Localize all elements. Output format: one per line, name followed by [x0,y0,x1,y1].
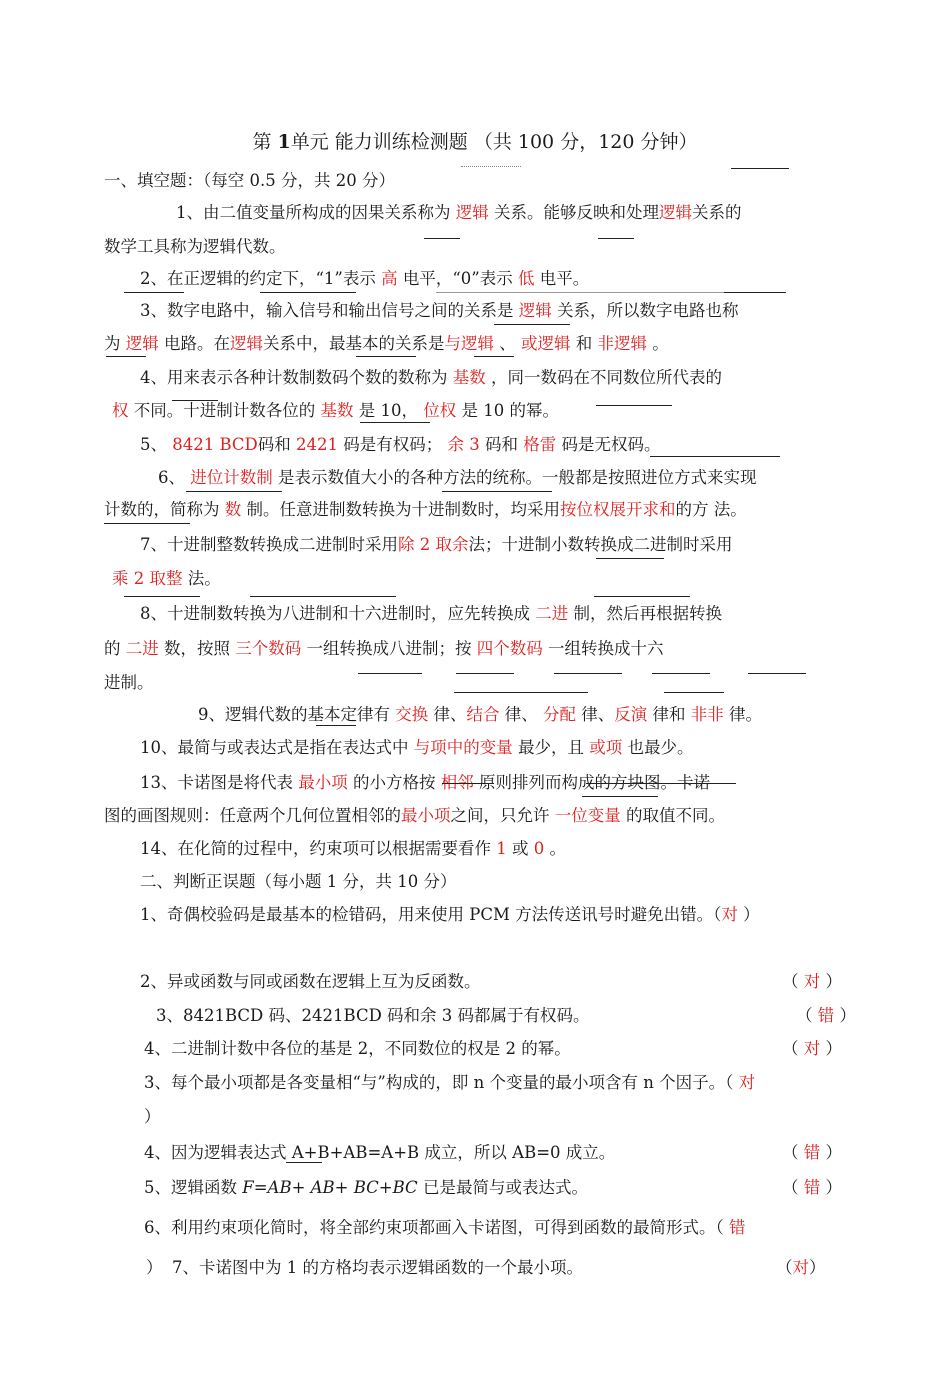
text-segment: 法；十进制小数转换成二进制时采用 [468,535,733,554]
tf-mark: 错 [803,1178,821,1197]
answer: 按位权展开求和 [560,500,676,519]
answer: 结合 [466,705,500,724]
section-heading-true-false: 二、判断正误题（每小题 1 分，共 10 分） [140,872,457,891]
text-segment: 不同。十进制计数各位的 [133,401,316,420]
text-segment: （ [796,1006,813,1025]
text-segment: ） [825,1178,842,1197]
text-segment: 律和 [652,705,686,724]
answer: 与逻辑 [444,334,494,353]
text-segment: ） [825,972,842,991]
text-segment: 关系。能够反映和处理 [494,203,659,222]
answer: 非非 [690,705,724,724]
text-segment: 之间，只允许 [450,806,550,825]
text-segment: 制。任意进制数转换为十进制数时，均采用 [246,500,560,519]
text-segment: 数，按照 [164,639,230,658]
text-segment: ） [809,1258,826,1277]
text-segment: 是 10 的幂。 [461,401,559,420]
text-segment: 制，然后再根据转换 [573,604,722,623]
text-segment: 的 [104,639,121,658]
tf-mark: 对 [803,1039,821,1058]
underline [494,324,570,325]
question-8-line-1 [140,603,722,625]
text-segment: 码是无权码。 [561,435,661,454]
tf-item-9-answer [776,1257,826,1279]
tf-item-5-close: ） [144,1107,161,1126]
underline [598,238,634,239]
question-6-line-2 [104,499,747,521]
question-8-line-3: 进制。 [104,673,154,692]
text-segment: 律、 [581,705,615,724]
text-segment: 电平，“0”表示 [402,269,513,288]
underline [596,405,672,406]
tf-item-8 [144,1217,746,1239]
underline [442,783,494,784]
question-14 [140,838,566,860]
underline [260,292,356,293]
answer: 最小项 [401,806,451,825]
tf-mark: 错 [803,1143,821,1162]
text-segment: 6、利用约束项化简时，将全部约束项都画入卡诺图，可得到函数的最简形式。（ [144,1218,724,1237]
answer: 逻辑 [125,334,159,353]
text-segment: 1、由二值变量所构成的因果关系称为 [176,203,451,222]
text-segment: 原则排列而构成的方块图。卡诺 [479,773,710,792]
text-segment: （ [776,1258,793,1277]
text-segment: 图的画图规则：任意两个几何位置相邻的 [104,806,401,825]
tf-mark: 错 [817,1006,835,1025]
underline [104,523,190,524]
text-segment: 一组转换成十六 [548,639,664,658]
answer: 或逻辑 [521,334,571,353]
underline [186,491,282,492]
text-segment: 计数的，简称为 [104,500,220,519]
question-3-line-1 [140,300,739,322]
answer: 余 3 [447,435,480,454]
text-segment: 13、卡诺图是将代表 [140,773,293,792]
answer: 交换 [395,705,429,724]
question-9 [198,704,762,726]
question-13-line-2 [104,805,725,827]
answer: 反演 [614,705,648,724]
answer: 四个数码 [476,639,543,658]
text-segment: ，同一数码在不同数位所代表的 [491,368,722,387]
text-segment: 的小方格按 [353,773,436,792]
tf-item-4: 4、二进制计数中各位的基是 2，不同数位的权是 2 的幂。 [144,1039,571,1058]
answer: 1 [496,839,507,858]
answer: 非逻辑 [597,334,647,353]
underline [586,783,736,784]
underline [554,673,622,674]
text-segment: 律、 [433,705,467,724]
text-segment: 6、 [158,468,185,487]
answer: 高 [381,269,398,288]
answer: 与项中的变量 [413,738,513,757]
text-segment: 电平。 [539,269,590,288]
answer: 基数 [320,401,354,420]
tf-item-5 [144,1072,755,1094]
underline [250,596,396,597]
answer: 或项 [589,738,623,757]
tf-item-7-answer [782,1177,842,1199]
text-segment: 律、 [504,705,538,724]
tf-mark: 对 [721,905,738,924]
text-segment: ） [839,1006,856,1025]
underline [454,692,588,693]
text-segment: 14、在化简的过程中，约束项可以根据需要看作 [140,839,491,858]
text-segment: 5、逻辑函数 [144,1178,243,1197]
text-segment: 码和 [485,435,519,454]
text-segment: ） [825,1143,842,1162]
text-segment: ） [825,1039,842,1058]
text-segment: 3、数字电路中，输入信号和输出信号之间的关系是 [140,301,514,320]
question-2 [140,268,589,290]
text-segment: 1、奇偶校验码是最基本的检错码，用来使用 PCM 方法传送讯号时避免出错。（ [140,905,722,924]
text-segment: 的取值不同。 [626,806,725,825]
text-segment: 单元 能力训练检测题 （共 100 分，120 分钟） [290,131,698,153]
text-segment: （ [782,1178,799,1197]
answer: 除 2 取余 [398,535,469,554]
underline [456,673,514,674]
tf-mark: 对 [803,972,821,991]
underline [650,456,780,457]
underline [358,673,422,674]
answer: 一位变量 [554,806,621,825]
answer: 逻辑 [659,203,692,222]
tf-mark: 对 [792,1258,809,1277]
underline [360,422,430,423]
text-segment: 最少，且 [518,738,584,757]
tf-item-6-answer [782,1142,842,1164]
answer: 三个数码 [235,639,302,658]
text-segment: 关系，所以数字电路也称 [557,301,739,320]
question-4-line-2 [112,400,559,422]
text-segment: 律。 [729,705,762,724]
text-segment: （ [782,1039,799,1058]
underline [474,356,514,357]
formula: F=AB+ AB+ BC+BC [242,1178,418,1197]
underline [664,692,724,693]
underline [106,356,146,357]
underline [356,356,416,357]
tf-item-9: 7、卡诺图中为 1 的方格均表示逻辑函数的一个最小项。 [172,1258,583,1277]
underline [724,292,786,293]
answer: 权 [112,401,129,420]
question-7-line-1 [140,534,733,556]
text-segment: 电路。在 [164,334,230,353]
underline [596,558,664,559]
text-segment: 或 [512,839,529,858]
question-6-line-1 [158,467,757,489]
underline [436,292,736,293]
answer: 最小项 [298,773,348,792]
text-segment: 。 [549,839,566,858]
question-10 [140,737,694,759]
question-8-line-2 [104,638,664,660]
question-1-line-2: 数学工具称为逻辑代数。 [104,237,286,256]
tf-item-7 [144,1177,588,1199]
question-5 [140,434,661,456]
text-segment: （ [782,972,799,991]
text-segment: 是 10， [358,401,418,420]
text-segment: 为 [104,334,121,353]
underline [582,796,658,797]
text-segment: 1 [277,131,291,153]
page-title [0,129,950,155]
answer: 逻辑 [230,334,263,353]
question-4-line-1 [140,367,722,389]
text-segment: 一组转换成八进制；按 [306,639,472,658]
underline [424,238,460,239]
text-segment: 关系中，最基本的关系是 [263,334,445,353]
answer: 逻辑 [518,301,552,320]
text-segment: 5、 [140,435,167,454]
answer: 相邻 [440,773,474,792]
answer: 数 [224,500,242,519]
answer: 格雷 [523,435,557,454]
question-3-line-2 [104,333,669,355]
text-segment: 的方 法。 [675,500,747,519]
text-segment: 是表示数值大小的各种方法的统称。一般都是按照进位方式来实现 [278,468,757,487]
tf-item-1 [140,904,760,926]
text-segment: 法。 [187,569,221,588]
answer: 基数 [452,368,486,387]
underline [442,491,552,492]
answer: 乘 2 取整 [112,569,183,588]
text-segment: 码和 [257,435,291,454]
answer: 逻辑 [455,203,489,222]
answer: 分配 [543,705,576,724]
answer: 进位计数制 [190,468,273,487]
text-segment: 。 [652,334,669,353]
underline [124,292,184,293]
text-segment: 第 [252,131,278,153]
answer: 位权 [423,401,457,420]
underline [594,596,690,597]
text-segment: ） [743,905,760,924]
tf-item-3-answer [796,1005,856,1027]
underline [172,400,218,401]
question-1-line-1 [176,202,742,224]
text-segment: 3、每个最小项都是各变量相“与”构成的，即 n 个变量的最小项含有 n 个因子。（ [144,1073,734,1092]
answer: 8421 BCD [172,435,258,454]
tf-item-6: 4、因为逻辑表达式 A+B+AB=A+B 成立，所以 AB=0 成立。 [144,1143,616,1162]
tf-item-2-answer [782,971,842,993]
underline [461,166,521,167]
text-segment: 9、逻辑代数的基本定律有 [198,705,390,724]
answer: 0 [533,839,545,858]
section-heading-fill-blank: 一、填空题：（每空 0.5 分，共 20 分） [104,171,395,190]
text-segment: 10、最简与或表达式是指在表达式中 [140,738,409,757]
underline [124,596,200,597]
tf-mark: 错 [729,1218,746,1237]
answer: 2421 [296,435,339,454]
text-segment: 已是最简与或表达式。 [422,1178,588,1197]
text-segment: 关系的 [692,203,742,222]
underline [316,725,356,726]
underline [731,168,789,169]
text-segment: 也最少。 [627,738,694,757]
tf-item-2: 2、异或函数与同或函数在逻辑上互为反函数。 [140,972,481,991]
tf-mark: 对 [738,1073,756,1092]
text-segment: 4、用来表示各种计数制数码个数的数称为 [140,368,448,387]
text-segment: 2、在正逻辑的约定下，“1”表示 [140,269,376,288]
underline [652,673,710,674]
text-segment: 、 [499,334,516,353]
text-segment: 7、十进制整数转换成二进制时采用 [140,535,398,554]
text-segment: 码是有权码； [343,435,443,454]
text-segment: 8、十进制数转换为八进制和十六进制时，应先转换成 [140,604,530,623]
text-segment: （ [782,1143,799,1162]
answer: 低 [518,269,535,288]
answer: 二进 [535,604,569,623]
question-7-line-2 [112,568,221,590]
answer: 二进 [125,639,159,658]
underline [286,1162,322,1163]
text-segment: 和 [575,334,593,353]
underline [748,673,806,674]
tf-item-3: 3、8421BCD 码、2421BCD 码和余 3 码都属于有权码。 [156,1006,590,1025]
tf-item-4-answer [782,1038,842,1060]
tf-item-8-close: ） [146,1258,163,1277]
